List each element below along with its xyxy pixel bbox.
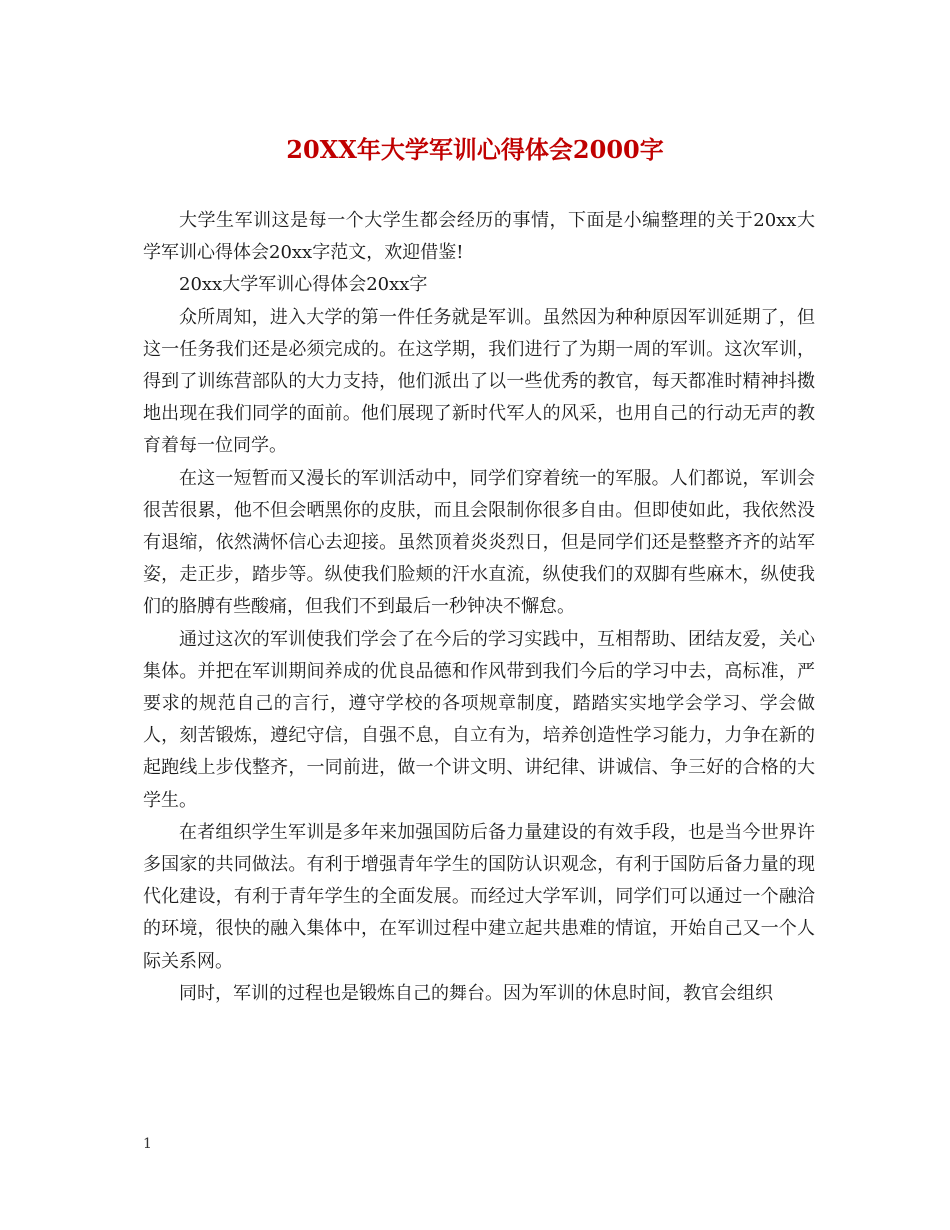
paragraph-body: 在这一短暂而又漫长的军训活动中，同学们穿着统一的军服。人们都说，军训会很苦很累，他不但会晒黑你的皮肤，而且会限制你很多自由。但即使如此，我依然没有退缩，依然满怀信心去迎接。虽然顶着炎炎烈日，但是同学们还是整整齐齐的站军姿，走正步，踏步等。纵使我们脸颊的汗水直流，纵使我们的双脚有些麻木，纵使我们的胳膊有些酸痛，但我们不到最后一秒钟决不懈怠。 <box>143 467 815 618</box>
page-number: 1 <box>143 1136 152 1152</box>
document-title: 20XX年大学军训心得体会2000字 <box>286 135 664 164</box>
paragraph-body: 众所周知，进入大学的第一件任务就是军训。虽然因为种种原因军训延期了，但这一任务我们还是必须完成的。在这学期，我们进行了为期一周的军训。这次军训，得到了训练营部队的大力支持，他们派出了以一些优秀的教官，每天都准时精神抖擞地出现在我们同学的面前。他们展现了新时代军人的风采，也用自己的行动无声的教育着每一位同学。 <box>143 306 815 457</box>
paragraph-body: 同时，军训的过程也是锻炼自己的舞台。因为军训的休息时间，教官会组织 <box>179 982 773 1004</box>
document-body <box>143 205 815 1010</box>
paragraph-intro: 大学生军训这是每一个大学生都会经历的事情，下面是小编整理的关于20xx大学军训心得体会20xx字范文，欢迎借鉴! <box>143 210 815 264</box>
paragraph-body: 在者组织学生军训是多年来加强国防后备力量建设的有效手段，也是当今世界许多国家的共同做法。有利于增强青年学生的国防认识观念，有利于国防后备力量的现代化建设，有利于青年学生的全面发展。而经过大学军训，同学们可以通过一个融洽的环境，很快的融入集体中，在军训过程中建立起共患难的情谊，开始自己又一个人际关系网。 <box>143 821 815 972</box>
paragraph-subtitle: 20xx大学军训心得体会20xx字 <box>179 274 428 296</box>
paragraph-body: 通过这次的军训使我们学会了在今后的学习实践中，互相帮助、团结友爱，关心集体。并把在军训期间养成的优良品德和作风带到我们今后的学习中去，高标准，严要求的规范自己的言行，遵守学校的各项规章制度，踏踏实实地学会学习、学会做人，刻苦锻炼，遵纪守信，自强不息，自立有为，培养创造性学习能力，力争在新的起跑线上步伐整齐，一同前进，做一个讲文明、讲纪律、讲诚信、争三好的合格的大学生。 <box>143 628 815 811</box>
